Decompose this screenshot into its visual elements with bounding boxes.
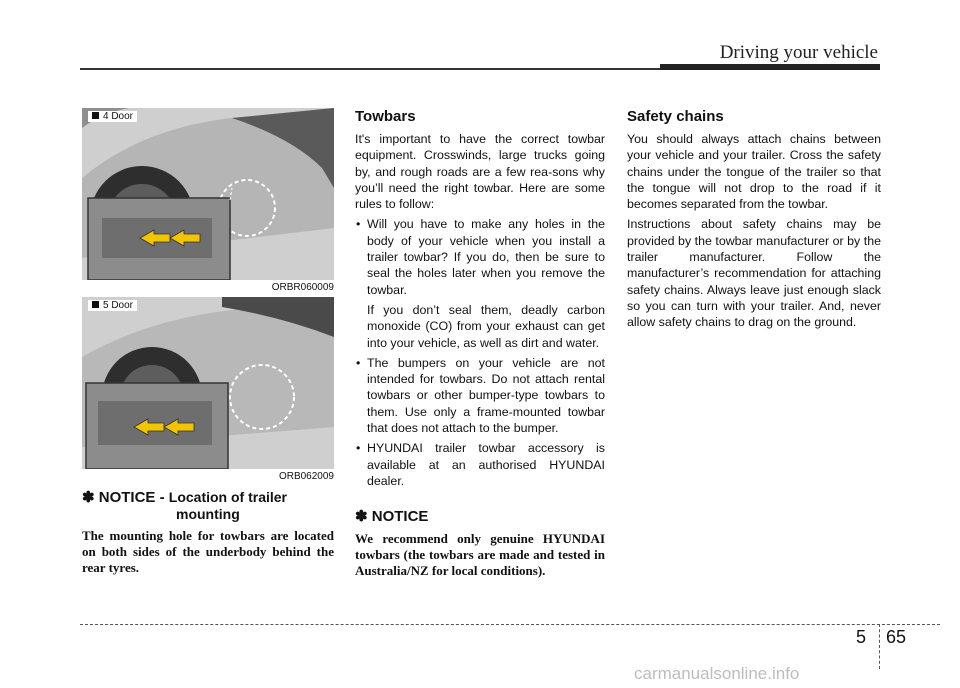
figure-code: ORBR060009 <box>271 282 334 293</box>
notice-symbol: ✽ <box>355 508 368 526</box>
safety-chains-paragraph-1: You should always attach chains between your vehicle and your trailer. Cross the safety chains under the tongue of the trailer so that the tongue will not drop to the road if it becomes separated from the towbar. <box>627 132 881 212</box>
car-4-door-illustration <box>82 108 334 280</box>
square-icon <box>92 112 99 119</box>
notice-body-location: The mounting hole for towbars are located on both sides of the underbody behind the rear tyres. <box>82 528 334 575</box>
towbars-intro: It's important to have the correct towbar equipment. Crosswinds, large trucks going by, and rough roads are a few rea-sons why you’ll need the right towbar. Here are some rules to follow: <box>355 132 605 212</box>
towbars-rules-list <box>355 216 605 489</box>
safety-chains-paragraph-2: Instructions about safety chains may be provided by the towbar manufacturer or by the trailer manufacturer. Follow the manufacturer’s recommendation for attaching safety chains. Always leave just enough slack so you can turn with your trailer. And, never allow safety chains to drag on the ground. <box>627 217 881 330</box>
column-middle <box>355 108 605 579</box>
figure-label-4-door: 4 Door <box>88 111 137 122</box>
column-right <box>627 108 881 335</box>
header-bar <box>660 64 880 70</box>
figure-code: ORB062009 <box>278 471 334 482</box>
watermark: carmanualsonline.info <box>634 664 800 683</box>
towbars-heading: Towbars <box>355 108 416 125</box>
page-number: 65 <box>886 627 907 647</box>
column-left <box>82 108 334 576</box>
list-item: • The bumpers on your vehicle are not intended for towbars. Do not attach rental towbars or other bumper-type towbars to them. Use only a frame-mounted towbar that does not attach to the bumper. <box>356 355 605 436</box>
list-item: • HYUNDAI trailer towbar accessory is available at an authorised HYUNDAI dealer. <box>356 441 605 488</box>
car-5-door-illustration <box>82 297 334 469</box>
footer-rule <box>80 624 940 625</box>
chapter-number: 5 <box>856 627 867 647</box>
safety-chains-heading: Safety chains <box>627 108 724 125</box>
figure-4-door <box>82 108 334 280</box>
notice-symbol: ✽ <box>82 489 95 506</box>
notice-heading: ✽ NOTICE <box>355 508 429 526</box>
square-icon <box>92 301 99 308</box>
list-item: • Will you have to make any holes in the body of your vehicle when you install a trailer towbar? If you do, then be sure to seal the holes later when you remove the towbar. If you don’t seal them, deadly carbon monoxide (CO) from your exhaust can get into your vehicle, as well as dirt and water. <box>356 217 605 350</box>
footer-divider <box>879 624 880 669</box>
page-header-title: Driving your vehicle <box>719 42 878 63</box>
notice-heading-location: ✽ NOTICE - Location of trailer mounting <box>82 489 287 522</box>
figure-label-5-door: 5 Door <box>88 300 137 311</box>
figure-5-door <box>82 297 334 469</box>
notice-body-genuine-towbars: We recommend only genuine HYUNDAI towbars (the towbars are made and tested in Australia/NZ for local conditions). <box>355 531 605 579</box>
